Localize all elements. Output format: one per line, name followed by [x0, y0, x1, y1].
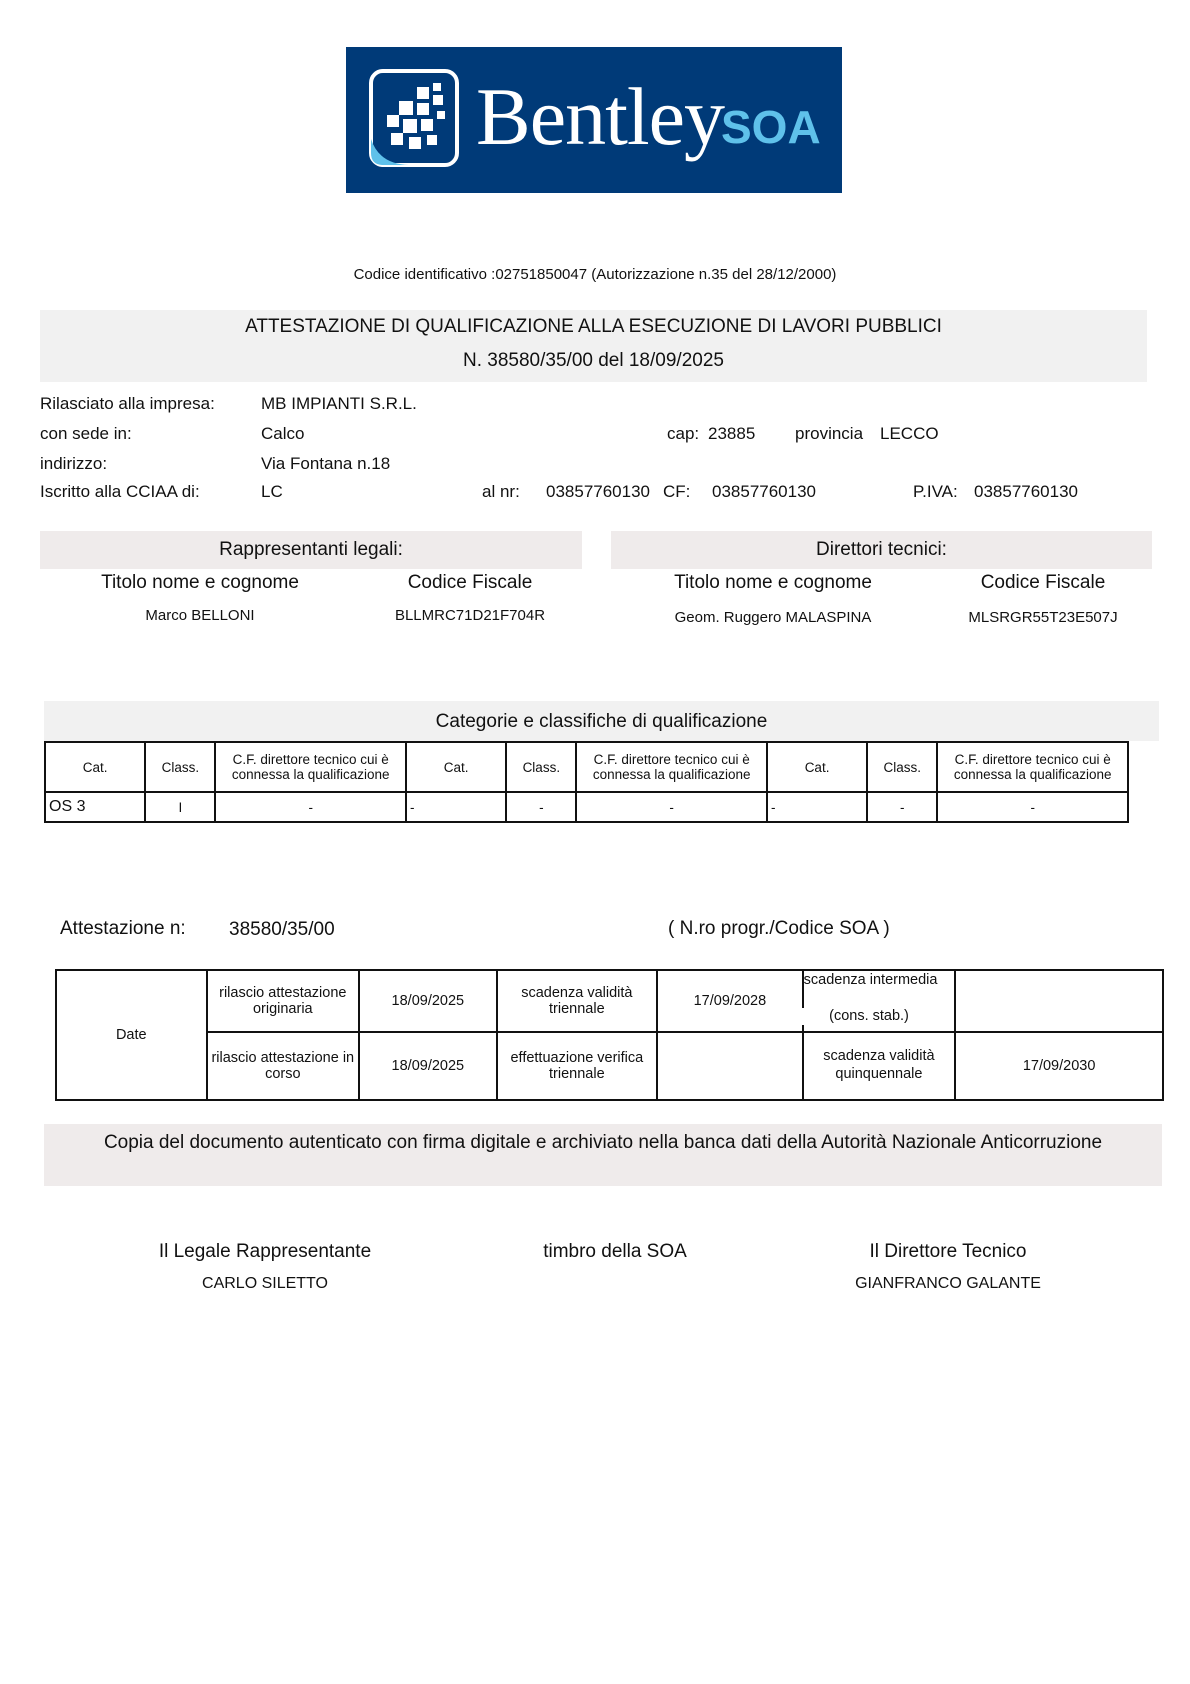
- provincia-value: LECCO: [880, 424, 939, 443]
- document-number: N. 38580/35/00 del 18/09/2025: [463, 350, 724, 371]
- code-line: Codice identificativo :02751850047 (Autorizzazione n.35 del 28/12/2000): [353, 266, 837, 283]
- alnr-value: 03857760130: [546, 482, 651, 501]
- logo-soa-text: SOA: [721, 101, 821, 153]
- logo-brand-text: Bentley: [476, 71, 725, 162]
- verifica-triennale-label: effettuazione verifica triennale: [497, 1032, 658, 1100]
- legale-title: Il Legale Rappresentante: [158, 1241, 372, 1262]
- col-cf: C.F. direttore tecnico cui è connessa la qualificazione: [937, 742, 1128, 792]
- cell-cf: -: [576, 792, 767, 822]
- cap-value: 23885: [708, 424, 756, 443]
- table-row: [56, 970, 1163, 1032]
- rappresentanti-heading: Rappresentanti legali:: [40, 531, 582, 569]
- col-cf: C.F. direttore tecnico cui è connessa la qualificazione: [576, 742, 767, 792]
- indirizzo-label: indirizzo:: [40, 454, 108, 473]
- rappresentanti-col-cf: Codice Fiscale: [407, 572, 533, 593]
- direttore-title: Il Direttore Tecnico: [869, 1241, 1027, 1262]
- cell-cat: -: [767, 792, 867, 822]
- pixel-document-icon: [369, 69, 461, 169]
- cons-stab-note: (cons. stab.): [794, 1008, 944, 1025]
- indirizzo-value: Via Fontana n.18: [261, 454, 391, 473]
- footer-note: Copia del documento autenticato con firma digitale e archiviato nella banca dati della Autorità Nazionale Anticorruzione: [103, 1132, 1103, 1153]
- company-name: MB IMPIANTI S.R.L.: [261, 394, 417, 413]
- piva-label: P.IVA:: [913, 482, 958, 501]
- attestazione-note: ( N.ro progr./Codice SOA ): [668, 918, 890, 939]
- col-cat: Cat.: [45, 742, 145, 792]
- col-class: Class.: [145, 742, 215, 792]
- cap-label: cap:: [667, 424, 700, 443]
- cell-cat: OS 3: [45, 792, 145, 822]
- direttori-col-cf: Codice Fiscale: [980, 572, 1106, 593]
- cciaa-value: LC: [261, 482, 283, 501]
- rilasciato-label: Rilasciato alla impresa:: [40, 394, 215, 413]
- bentley-soa-logo: [346, 47, 842, 193]
- scadenza-intermedia-label-1: scadenza intermedia: [803, 972, 938, 988]
- rappresentanti-col-name: Titolo nome e cognome: [101, 572, 299, 593]
- scadenza-intermedia-value: [955, 970, 1163, 1032]
- rilascio-corso-value: 18/09/2025: [359, 1032, 496, 1100]
- attestazione-value: 38580/35/00: [229, 919, 335, 940]
- sede-value: Calco: [261, 424, 305, 443]
- title-block: [40, 310, 1147, 382]
- cf-value: 03857760130: [712, 482, 817, 501]
- scadenza-triennale-value: 17/09/2028: [657, 970, 803, 1032]
- direttori-heading: Direttori tecnici:: [611, 531, 1152, 569]
- categorie-table: [44, 741, 1129, 823]
- timbro-soa: timbro della SOA: [543, 1241, 687, 1262]
- cell-cf: -: [215, 792, 406, 822]
- cell-class: I: [145, 792, 215, 822]
- cciaa-label: Iscritto alla CCIAA di:: [40, 482, 200, 501]
- attestazione-label: Attestazione n:: [60, 918, 186, 939]
- sede-label: con sede in:: [40, 424, 132, 443]
- alnr-label: al nr:: [482, 482, 520, 501]
- col-class: Class.: [506, 742, 576, 792]
- col-cat: Cat.: [767, 742, 867, 792]
- col-class: Class.: [867, 742, 937, 792]
- dates-table: [55, 969, 1164, 1101]
- rilascio-originaria-value: 18/09/2025: [359, 970, 496, 1032]
- direttore-signature-name: GIANFRANCO GALANTE: [855, 1275, 1041, 1292]
- direttore-cf: MLSRGR55T23E507J: [968, 609, 1118, 626]
- cf-label: CF:: [663, 482, 691, 501]
- piva-value: 03857760130: [974, 482, 1079, 501]
- direttori-col-name: Titolo nome e cognome: [674, 572, 872, 593]
- verifica-triennale-value: [657, 1032, 803, 1100]
- scadenza-quinquennale-value: 17/09/2030: [955, 1032, 1163, 1100]
- table-row: [45, 792, 1128, 822]
- rilascio-corso-label: rilascio attestazione in corso: [207, 1032, 360, 1100]
- rappresentante-name: Marco BELLONI: [145, 607, 255, 624]
- provincia-label: provincia: [795, 424, 864, 443]
- table-row: [56, 1032, 1163, 1100]
- cell-class: -: [867, 792, 937, 822]
- col-cat: Cat.: [406, 742, 506, 792]
- col-cf: C.F. direttore tecnico cui è connessa la qualificazione: [215, 742, 406, 792]
- scadenza-triennale-label: scadenza validità triennale: [497, 970, 658, 1032]
- direttore-name: Geom. Ruggero MALASPINA: [674, 609, 872, 626]
- rilascio-originaria-label: rilascio attestazione originaria: [207, 970, 360, 1032]
- categorie-header-row: [45, 742, 1128, 792]
- date-label: Date: [56, 970, 207, 1100]
- footer-note-box: [44, 1124, 1162, 1186]
- legale-name: CARLO SILETTO: [202, 1275, 328, 1292]
- cell-class: -: [506, 792, 576, 822]
- cell-cf: -: [937, 792, 1128, 822]
- categorie-heading: Categorie e classifiche di qualificazione: [44, 701, 1159, 741]
- rappresentante-cf: BLLMRC71D21F704R: [394, 607, 546, 624]
- document-title: ATTESTAZIONE DI QUALIFICAZIONE ALLA ESECUZIONE DI LAVORI PUBBLICI: [245, 316, 942, 337]
- scadenza-quinquennale-label: scadenza validità quinquennale: [803, 1032, 956, 1100]
- cell-cat: -: [406, 792, 506, 822]
